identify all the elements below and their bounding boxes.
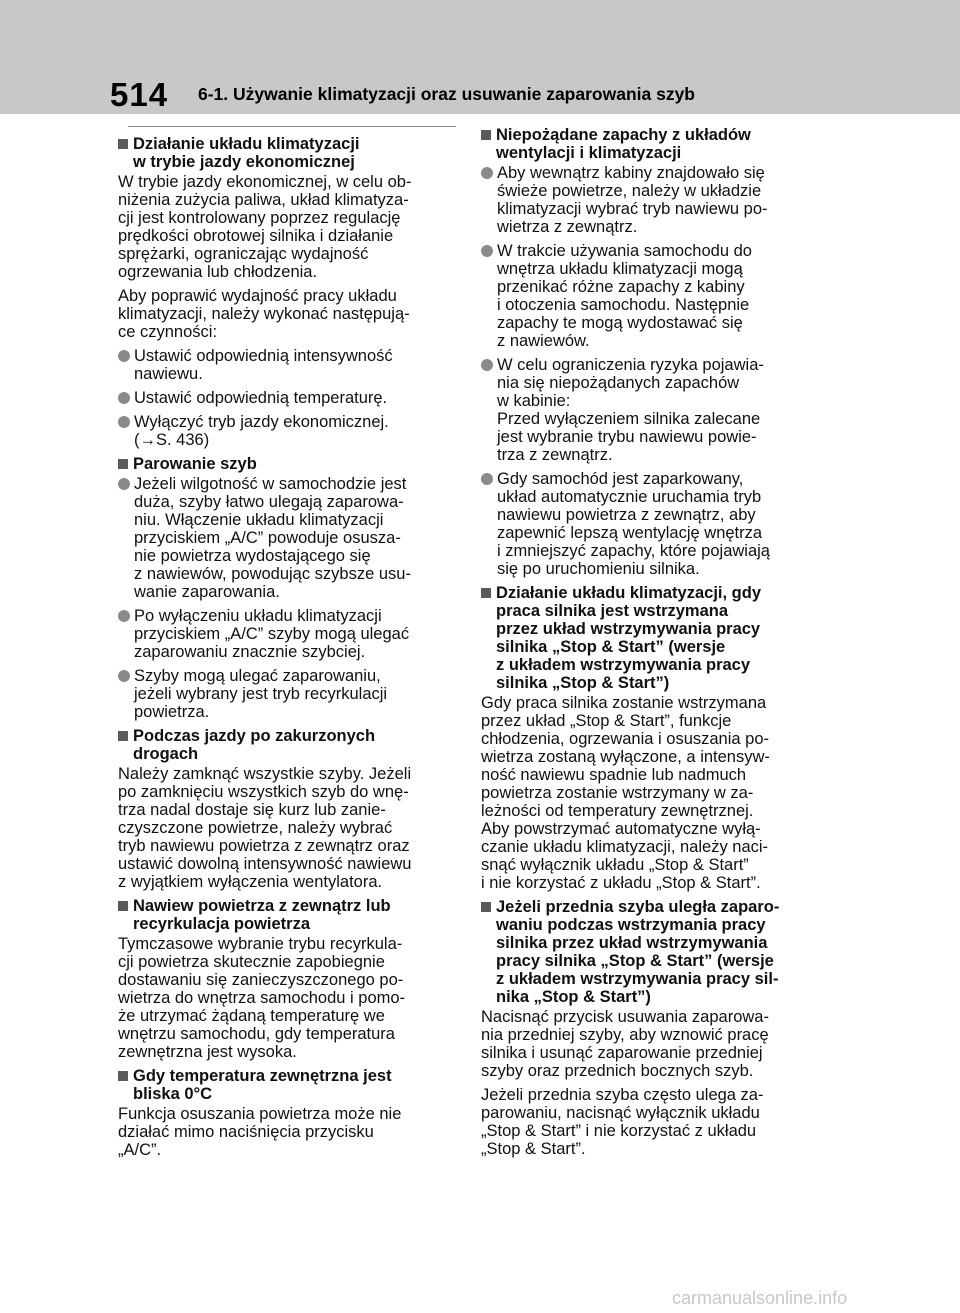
list-item (481, 470, 807, 578)
square-bullet-icon (481, 902, 491, 912)
section-heading (481, 898, 807, 1006)
round-bullet-icon (481, 473, 493, 485)
section-title: Parowanie szyb (133, 455, 257, 473)
section-title: Niepożądane zapachy z układów wentylacji i klimatyzacji (496, 126, 751, 162)
list-item (481, 164, 807, 236)
section-title: Działanie układu klimatyzacji w trybie jazdy ekonomicznej (133, 135, 360, 171)
list-item-text: Ustawić odpowiednią intensywność nawiewu. (134, 347, 393, 383)
list-item-text: W celu ograniczenia ryzyka pojawia- nia się niepożądanych zapachów w kabinie: Przed wyłączeniem silnika zalecane jest wybranie trybu nawiewu powie- trza z zewnątrz. (497, 356, 764, 464)
section-heading (118, 455, 456, 473)
section-title: Jeżeli przednia szyba uległa zaparo- waniu podczas wstrzymania pracy silnika przez układ wstrzymywania pracy silnika „Stop & Start” (wersje z układem wstrzymywania pracy sil- nika „Stop & Start”) (496, 898, 780, 1006)
section-heading (118, 1067, 456, 1103)
square-bullet-icon (118, 1071, 128, 1081)
list-item (118, 389, 456, 407)
page-number: 514 (110, 76, 169, 113)
paragraph: Aby poprawić wydajność pracy układu klimatyzacji, należy wykonać następują- ce czynności: (118, 287, 410, 341)
right-column (481, 126, 807, 1164)
section (118, 455, 456, 721)
section-heading (118, 135, 456, 171)
paragraph: W trybie jazdy ekonomicznej, w celu ob- niżenia zużycia paliwa, układ klimatyza- cji jest kontrolowany poprzez regulację prędkości obrotowej silnika i działanie sprężarki, ograniczając wydajność ogrzewania lub chłodzenia. (118, 173, 412, 281)
round-bullet-icon (118, 670, 130, 682)
list-item (481, 356, 807, 464)
section (481, 584, 807, 892)
list-item-text: W trakcie używania samochodu do wnętrza układu klimatyzacji mogą przenikać różne zapachy z kabiny i otoczenia samochodu. Następnie zapachy te mogą wydostawać się z nawiewów. (497, 242, 752, 350)
list-item-text: Jeżeli wilgotność w samochodzie jest duża, szyby łatwo ulegają zaparowa- niu. Włączenie układu klimatyzacji przyciskiem „A/C” powoduje osusza- nie powietrza wydostającego się z nawiewów, powodując szybsze usu- wanie zaparowania. (134, 475, 411, 601)
section-title: Działanie układu klimatyzacji, gdy praca silnika jest wstrzymana przez układ wstrzymywania pracy silnika „Stop & Start” (wersje z układem wstrzymywania pracy silnika „Stop & Start”) (496, 584, 762, 692)
section (481, 898, 807, 1158)
section (118, 727, 456, 891)
section (118, 135, 456, 449)
round-bullet-icon (118, 478, 130, 490)
list-item-text: Gdy samochód jest zaparkowany, układ automatycznie uruchamia tryb nawiewu powietrza z zewnątrz, aby zapewnić lepszą wentylację wnętrza i zmniejszyć zapachy, które pojawiają się po uruchomieniu silnika. (497, 470, 770, 578)
paragraph: Tymczasowe wybranie trybu recyrkula- cji powietrza skutecznie zapobiegnie dostawaniu się zanieczyszczonego po- wietrza do wnętrza samochodu i pomo- że utrzymać żądaną temperaturę we wnętrzu samochodu, gdy temperatura zewnętrzna jest wysoka. (118, 935, 406, 1061)
section (118, 1067, 456, 1159)
list-item-text: Aby wewnątrz kabiny znajdowało się świeże powietrze, należy w układzie klimatyzacji wybrać tryb nawiewu po- wietrza z zewnątrz. (497, 164, 768, 236)
round-bullet-icon (481, 167, 493, 179)
list-item (481, 242, 807, 350)
list-item-text: Po wyłączeniu układu klimatyzacji przyciskiem „A/C” szyby mogą ulegać zaparowaniu znacznie szybciej. (134, 607, 410, 661)
square-bullet-icon (118, 139, 128, 149)
paragraph: Należy zamknąć wszystkie szyby. Jeżeli po zamknięciu wszystkich szyb do wnę- trza nadal dostaje się kurz lub zanie- czyszczone powietrze, należy wybrać tryb nawiewu powietrza z zewnątrz oraz ustawić dowolną intensywność nawiewu z wyjątkiem wyłączenia wentylatora. (118, 765, 412, 891)
list-item (118, 413, 456, 449)
section-title: Gdy temperatura zewnętrzna jest bliska 0°C (133, 1067, 392, 1103)
list-item-text: Wyłączyć tryb jazdy ekonomicznej. (→S. 436) (134, 413, 389, 449)
round-bullet-icon (118, 350, 130, 362)
section (118, 897, 456, 1061)
list-item (118, 347, 456, 383)
section (481, 126, 807, 578)
chapter-title: 6-1. Używanie klimatyzacji oraz usuwanie zaparowania szyb (198, 84, 695, 104)
left-column (118, 126, 456, 1165)
list-item (118, 667, 456, 721)
paragraph: Nacisnąć przycisk usuwania zaparowa- nia przedniej szyby, aby wznowić pracę silnika i usunąć zaparowanie przedniej szyby oraz przednich bocznych szyb. (481, 1008, 769, 1080)
section-heading (118, 897, 456, 933)
round-bullet-icon (118, 416, 130, 428)
paragraph: Funkcja osuszania powietrza może nie działać mimo naciśnięcia przycisku „A/C”. (118, 1105, 402, 1159)
round-bullet-icon (481, 245, 493, 257)
round-bullet-icon (118, 392, 130, 404)
paragraph: Gdy praca silnika zostanie wstrzymana przez układ „Stop & Start”, funkcje chłodzenia, ogrzewania i osuszania po- wietrza zostaną wyłączone, a intensyw- ność nawiewu spadnie lub nadmuch powietrza zostanie wstrzymany w za- leżności od temperatury zewnętrznej. Aby powstrzymać automatyczne wyłą- czanie układu klimatyzacji, należy naci- snąć wyłącznik układu „Stop & Start” i nie korzystać z układu „Stop & Start”. (481, 694, 770, 892)
top-divider (128, 126, 456, 127)
square-bullet-icon (118, 901, 128, 911)
square-bullet-icon (481, 130, 491, 140)
section-heading (481, 126, 807, 162)
paragraph: Jeżeli przednia szyba często ulega za- parowaniu, nacisnąć wyłącznik układu „Stop & Start” i nie korzystać z układu „Stop & Start”. (481, 1086, 764, 1158)
square-bullet-icon (118, 731, 128, 741)
round-bullet-icon (118, 610, 130, 622)
section-title: Nawiew powietrza z zewnątrz lub recyrkulacja powietrza (133, 897, 391, 933)
section-title: Podczas jazdy po zakurzonych drogach (133, 727, 376, 763)
round-bullet-icon (481, 359, 493, 371)
watermark: carmanualsonline.info (672, 1288, 848, 1308)
section-heading (481, 584, 807, 692)
list-item-text: Ustawić odpowiednią temperaturę. (134, 389, 388, 407)
square-bullet-icon (481, 588, 491, 598)
section-heading (118, 727, 456, 763)
list-item-text: Szyby mogą ulegać zaparowaniu, jeżeli wybrany jest tryb recyrkulacji powietrza. (134, 667, 388, 721)
list-item (118, 607, 456, 661)
list-item (118, 475, 456, 601)
square-bullet-icon (118, 459, 128, 469)
